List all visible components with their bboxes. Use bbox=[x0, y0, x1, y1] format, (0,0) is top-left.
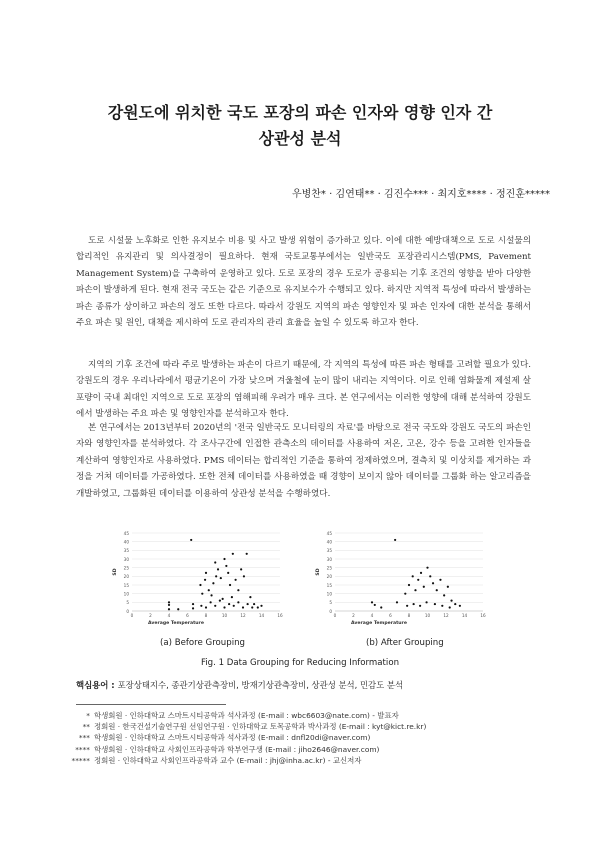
data-point bbox=[205, 606, 207, 608]
y-tick-label: 40 bbox=[326, 539, 332, 545]
data-point bbox=[212, 582, 214, 584]
data-point bbox=[450, 600, 452, 602]
data-point bbox=[404, 593, 406, 595]
data-point bbox=[210, 601, 212, 603]
data-point bbox=[214, 561, 216, 563]
footnote bbox=[60, 755, 560, 766]
y-tick-label: 20 bbox=[123, 574, 129, 580]
data-point bbox=[432, 582, 434, 584]
x-axis-label: Average Temperature bbox=[148, 621, 204, 626]
data-point bbox=[220, 577, 222, 579]
x-tick-label: 8 bbox=[407, 613, 411, 618]
data-point bbox=[200, 605, 202, 607]
data-point bbox=[222, 598, 224, 600]
data-point bbox=[443, 594, 445, 596]
data-point bbox=[217, 568, 219, 570]
data-point bbox=[192, 607, 194, 609]
figure-caption: Fig. 1 Data Grouping for Reducing Information bbox=[200, 658, 400, 668]
data-point bbox=[229, 584, 231, 586]
data-point bbox=[223, 606, 225, 608]
y-tick-label: 25 bbox=[123, 565, 129, 571]
data-point bbox=[237, 589, 239, 591]
y-tick-label: 5 bbox=[329, 600, 332, 606]
x-tick-label: 12 bbox=[443, 613, 449, 618]
data-point bbox=[439, 579, 441, 581]
x-tick-label: 14 bbox=[258, 613, 265, 618]
data-point bbox=[249, 596, 251, 598]
data-point bbox=[436, 589, 438, 591]
y-tick-label: 0 bbox=[126, 608, 129, 614]
footnote-divider bbox=[76, 704, 226, 705]
data-point bbox=[219, 600, 221, 602]
keywords bbox=[76, 679, 403, 691]
paper-title bbox=[40, 100, 560, 152]
y-axis-label: SD bbox=[113, 568, 118, 576]
x-tick-label: 16 bbox=[277, 613, 283, 618]
data-point bbox=[214, 605, 216, 607]
data-point bbox=[231, 596, 233, 598]
data-point bbox=[242, 606, 244, 608]
y-tick-label: 10 bbox=[326, 591, 332, 597]
y-tick-label: 15 bbox=[326, 582, 332, 588]
data-point bbox=[434, 603, 436, 605]
data-point bbox=[380, 606, 382, 608]
data-point bbox=[371, 601, 373, 603]
y-tick-label: 35 bbox=[123, 548, 129, 554]
data-point bbox=[408, 584, 410, 586]
data-point bbox=[237, 601, 239, 603]
data-point bbox=[208, 589, 210, 591]
footnote-text: 학생회원 · 인하대학교 스마트시티공학과 석사과정 (E-mail : wbc6603@nate.com) - 발표자 bbox=[94, 711, 399, 720]
data-point bbox=[419, 605, 421, 607]
y-tick-label: 30 bbox=[326, 556, 332, 562]
data-point bbox=[177, 608, 179, 610]
data-point bbox=[168, 601, 170, 603]
x-axis-label: Average Temperature bbox=[351, 621, 407, 626]
data-point bbox=[240, 568, 242, 570]
y-tick-label: 10 bbox=[123, 591, 129, 597]
data-point bbox=[425, 601, 427, 603]
data-point bbox=[253, 603, 255, 605]
data-point bbox=[423, 586, 425, 588]
data-point bbox=[414, 589, 416, 591]
data-point bbox=[454, 603, 456, 605]
scatter-chart-after-grouping bbox=[313, 527, 493, 627]
data-point bbox=[429, 575, 431, 577]
subfigure-caption-a: (a) Before Grouping bbox=[160, 638, 245, 648]
footnote-mark: ***** bbox=[71, 755, 90, 765]
y-tick-label: 35 bbox=[326, 548, 332, 554]
footnote bbox=[60, 710, 560, 721]
y-tick-label: 40 bbox=[123, 539, 129, 545]
data-point bbox=[441, 605, 443, 607]
y-tick-label: 30 bbox=[123, 556, 129, 562]
data-point bbox=[225, 565, 227, 567]
paper-title-line-1: 강원도에 위치한 국도 포장의 파손 인자와 영향 인자 간 bbox=[107, 103, 493, 122]
y-tick-label: 15 bbox=[123, 582, 129, 588]
footnote-mark: **** bbox=[75, 744, 90, 754]
y-axis-label: SD bbox=[316, 568, 321, 576]
keywords-text: 포장상태지수, 종관기상관측장비, 방재기상관측장비, 상관성 분석, 민감도 분석 bbox=[117, 680, 404, 690]
data-point bbox=[260, 605, 262, 607]
y-tick-label: 0 bbox=[329, 608, 332, 614]
data-point bbox=[243, 575, 245, 577]
data-point bbox=[396, 601, 398, 603]
x-tick-label: 10 bbox=[424, 613, 431, 618]
data-point bbox=[232, 553, 234, 555]
x-tick-label: 6 bbox=[389, 613, 392, 618]
x-tick-label: 2 bbox=[149, 613, 152, 618]
footnotes bbox=[60, 710, 560, 766]
data-point bbox=[459, 605, 461, 607]
author-list: 우병찬* · 김연태** · 김진수*** · 최지호**** · 정진훈***** bbox=[291, 189, 550, 200]
x-tick-label: 4 bbox=[167, 613, 171, 618]
data-point bbox=[215, 575, 217, 577]
scatter-chart-before-grouping bbox=[110, 527, 290, 627]
footnote-mark: ** bbox=[82, 722, 90, 732]
data-point bbox=[412, 575, 414, 577]
data-point bbox=[210, 594, 212, 596]
keywords-label: 핵심용어 : bbox=[76, 680, 115, 690]
footnote-mark: * bbox=[86, 711, 90, 720]
footnote-text: 학생회원 · 인하대학교 사회인프라공학과 학부연구생 (E-mail : jiho2646@naver.com) bbox=[94, 744, 380, 754]
data-point bbox=[426, 567, 428, 569]
x-tick-label: 12 bbox=[240, 613, 246, 618]
x-tick-label: 6 bbox=[186, 613, 189, 618]
x-tick-label: 16 bbox=[480, 613, 486, 618]
data-point bbox=[227, 572, 229, 574]
data-point bbox=[233, 605, 235, 607]
footnote-text: 학생회원 · 인하대학교 스마트시티공학과 석사과정 (E-mail : dnfl20di@naver.com) bbox=[94, 733, 371, 743]
footnote-text: 정회원 · 한국건설기술연구원 선임연구원 · 인하대학교 토목공학과 박사과정 (E-mail : kyt@kict.re.kr) bbox=[94, 722, 427, 732]
footnote-text: 정회원 · 인하대학교 사회인프라공학과 교수 (E-mail : jhj@inha.ac.kr) - 교신저자 bbox=[94, 755, 362, 765]
paper-title-line-2: 상관성 분석 bbox=[258, 129, 342, 148]
y-tick-label: 20 bbox=[326, 574, 332, 580]
data-point bbox=[201, 593, 203, 595]
paragraph-2: 지역의 기후 조건에 따라 주로 발생하는 파손이 다르기 때문에, 각 지역의 특성에 따른 파손 형태를 고려할 필요가 있다. 강원도의 경우 우리나라에서 평균기온이 가장 낮으며 겨울철에 눈이 많이 내리는 지역이다. 이로 인해 염화물계 제설제 살포량이 국내 최대인 지역으로 도로 포장의 염해피해 우려가 매우 크다. 본 연구에서는 이러한 영향에 대해 분석하여 강원도에서 발생하는 주요 파손 및 영향인자를 분석하고자 한다. bbox=[76, 360, 531, 420]
data-point bbox=[394, 539, 396, 541]
data-point bbox=[168, 608, 170, 610]
data-point bbox=[447, 586, 449, 588]
data-point bbox=[204, 579, 206, 581]
data-point bbox=[417, 579, 419, 581]
footnote bbox=[60, 744, 560, 755]
data-point bbox=[420, 572, 422, 574]
paragraph-1: 도로 시설물 노후화로 인한 유지보수 비용 및 사고 발생 위험이 증가하고 있다. 이에 대한 예방대책으로 도로 시설물의 합리적인 유지관리 및 의사결정이 필요하다. 현재 국토교통부에서는 일반국도 포장관리시스템(PMS, Pavement Management System)을 구축하여 운영하고 있다. 도로 포장의 경우 도로가 공용되는 기후 조건의 영향을 받아 다양한 파손이 발생하게 된다. 현재 전국 국도는 같은 기준으로 유지보수가 수행되고 있다. 하지만 지역적 특성에 따라서 발생하는 파손 종류가 상이하고 파손의 정도 또한 다르다. 따라서 강원도 지역의 파손 영향인자 및 파손 인자에 대한 분석을 통해서 주요 파손 및 원인, 대책을 제시하여 도로 관리자의 관리 효율을 높일 수 있도록 하고자 한다. bbox=[76, 236, 531, 329]
data-point bbox=[223, 558, 225, 560]
y-tick-label: 25 bbox=[326, 565, 332, 571]
footnote-mark: *** bbox=[78, 733, 90, 743]
y-tick-label: 45 bbox=[326, 530, 332, 536]
x-tick-label: 0 bbox=[333, 613, 337, 618]
data-point bbox=[251, 606, 253, 608]
data-point bbox=[228, 603, 230, 605]
data-point bbox=[199, 584, 201, 586]
data-point bbox=[190, 539, 192, 541]
x-tick-label: 8 bbox=[204, 613, 208, 618]
x-tick-label: 2 bbox=[352, 613, 355, 618]
subfigure-caption-b: (b) After Grouping bbox=[366, 638, 444, 648]
paragraph-3: 본 연구에서는 2013년부터 2020년의 '전국 일반국도 모니터링의 자료'를 바탕으로 전국 국도와 강원도 국도의 파손인자와 영향인자를 분석하였다. 각 조사구간에 인접한 관측소의 데이터를 사용하여 저온, 고온, 강수 등을 고려한 인자들을 계산하여 영향인자로 사용하였다. PMS 데이터는 합리적인 기준을 통하여 정제하였으며, 결측치 및 이상치를 제거하는 과정을 거쳐 데이터를 가공하였다. 또한 전체 데이터를 사용하였을 때 경향이 보이지 않아 데이터를 그룹화 하는 알고리즘을 개발하였고, 그룹화된 데이터를 이용하여 상관성 분석을 수행하였다. bbox=[76, 423, 531, 499]
data-point bbox=[374, 604, 376, 606]
data-point bbox=[413, 603, 415, 605]
x-tick-label: 4 bbox=[370, 613, 374, 618]
data-point bbox=[192, 603, 194, 605]
y-tick-label: 5 bbox=[126, 600, 129, 606]
x-tick-label: 10 bbox=[221, 613, 228, 618]
data-point bbox=[257, 606, 259, 608]
footnote bbox=[60, 721, 560, 732]
data-point bbox=[168, 604, 170, 606]
y-tick-label: 45 bbox=[123, 530, 129, 536]
x-tick-label: 14 bbox=[461, 613, 468, 618]
data-point bbox=[205, 572, 207, 574]
data-point bbox=[449, 606, 451, 608]
data-point bbox=[247, 603, 249, 605]
data-point bbox=[246, 553, 248, 555]
data-point bbox=[406, 605, 408, 607]
footnote bbox=[60, 732, 560, 743]
x-tick-label: 0 bbox=[130, 613, 134, 618]
data-point bbox=[235, 579, 237, 581]
